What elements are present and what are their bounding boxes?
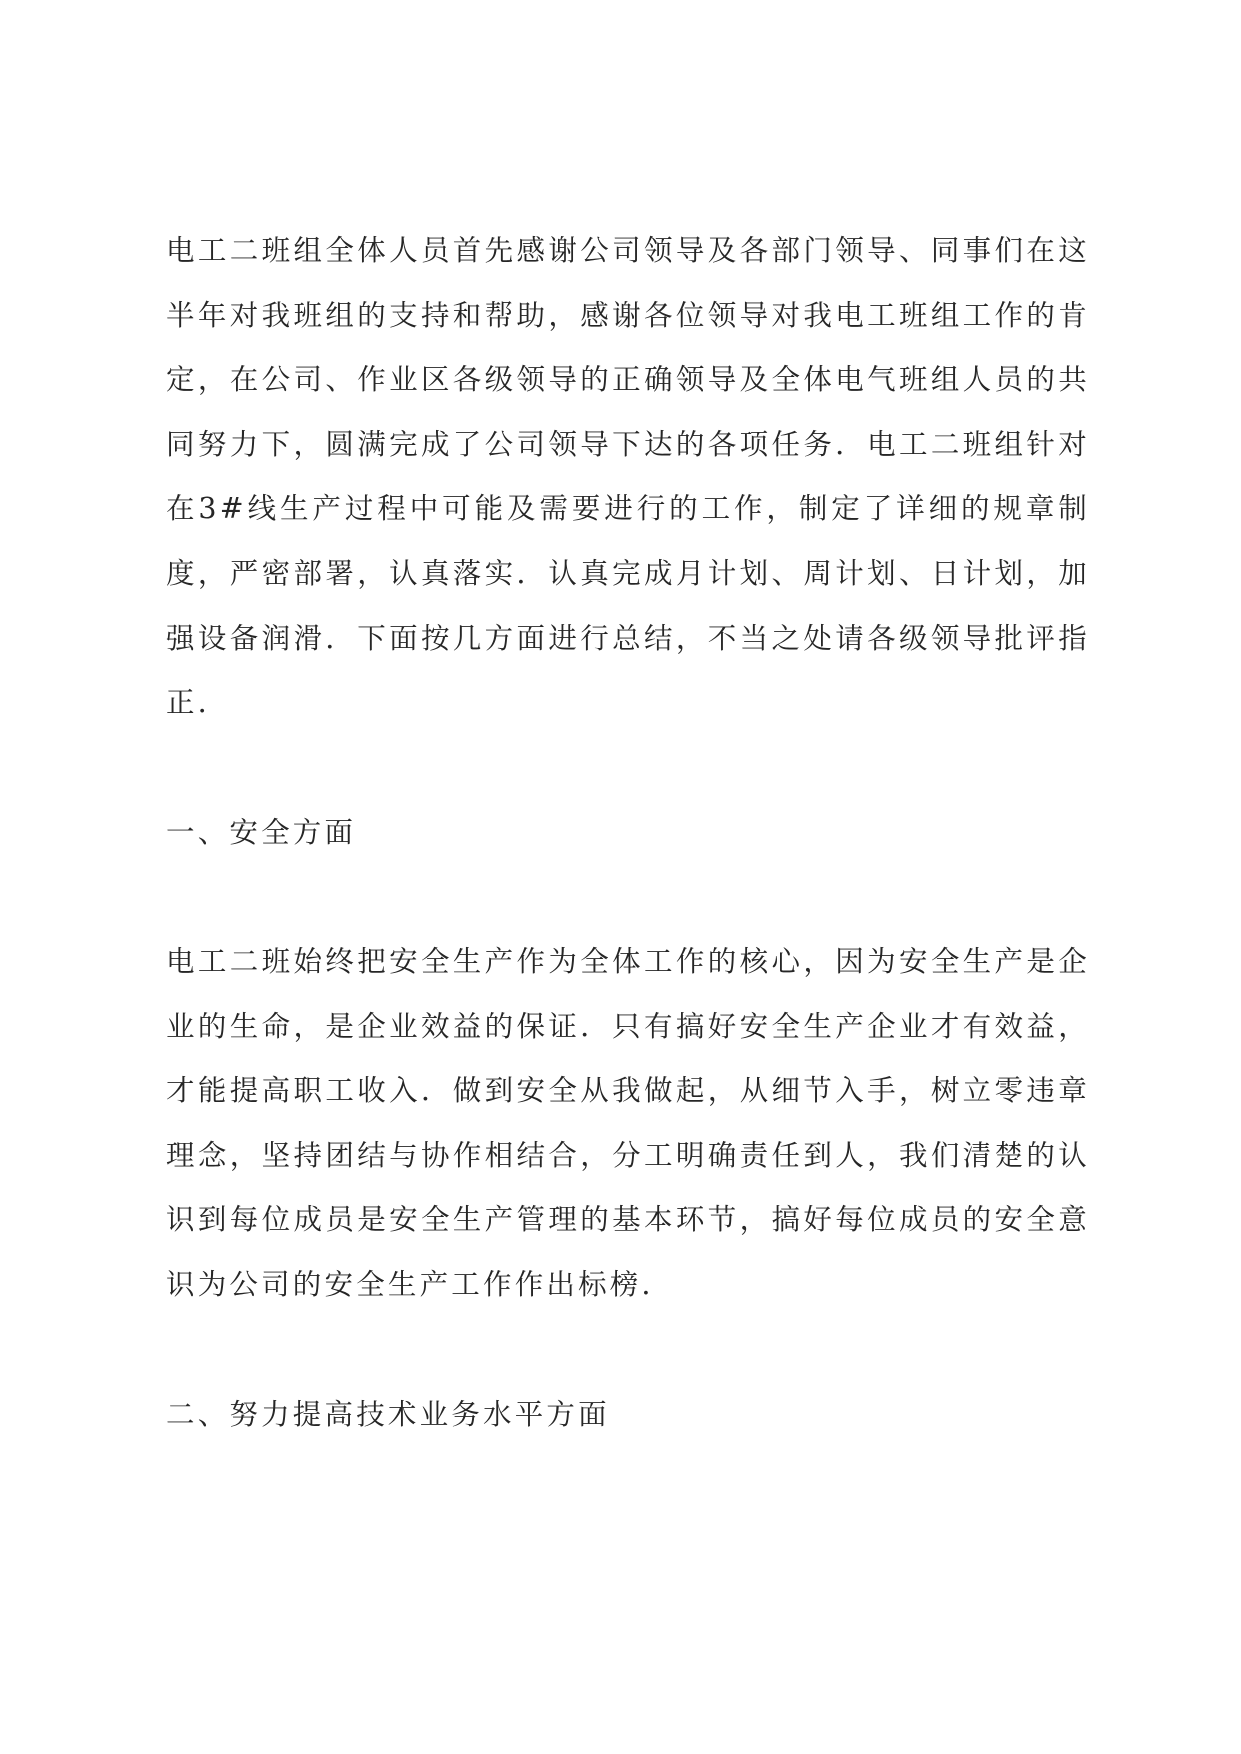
section-heading-technical-skills: 二、努力提高技术业务水平方面 <box>166 1398 610 1431</box>
section-heading-safety: 一、安全方面 <box>166 816 357 849</box>
safety-paragraph: 电工二班始终把安全生产作为全体工作的核心，因为安全生产是企业的生命，是企业效益的保证．只有搞好安全生产企业才有效益，才能提高职工收入．做到安全从我做起，从细节入手，树立零违章理念，坚持团结与协作相结合，分工明确责任到人，我们清楚的认识到每位成员是安全生产管理的基本环节，搞好每位成员的安全意识为公司的安全生产工作作出标榜． <box>166 945 1090 1301</box>
intro-paragraph: 电工二班组全体人员首先感谢公司领导及各部门领导、同事们在这半年对我班组的支持和帮助，感谢各位领导对我电工班组工作的肯定，在公司、作业区各级领导的正确领导及全体电气班组人员的共同努力下，圆满完成了公司领导下达的各项任务．电工二班组针对在3#线生产过程中可能及需要进行的工作，制定了详细的规章制度，严密部署，认真落实．认真完成月计划、周计划、日计划，加强设备润滑．下面按几方面进行总结，不当之处请各级领导批评指正． <box>166 234 1090 720</box>
